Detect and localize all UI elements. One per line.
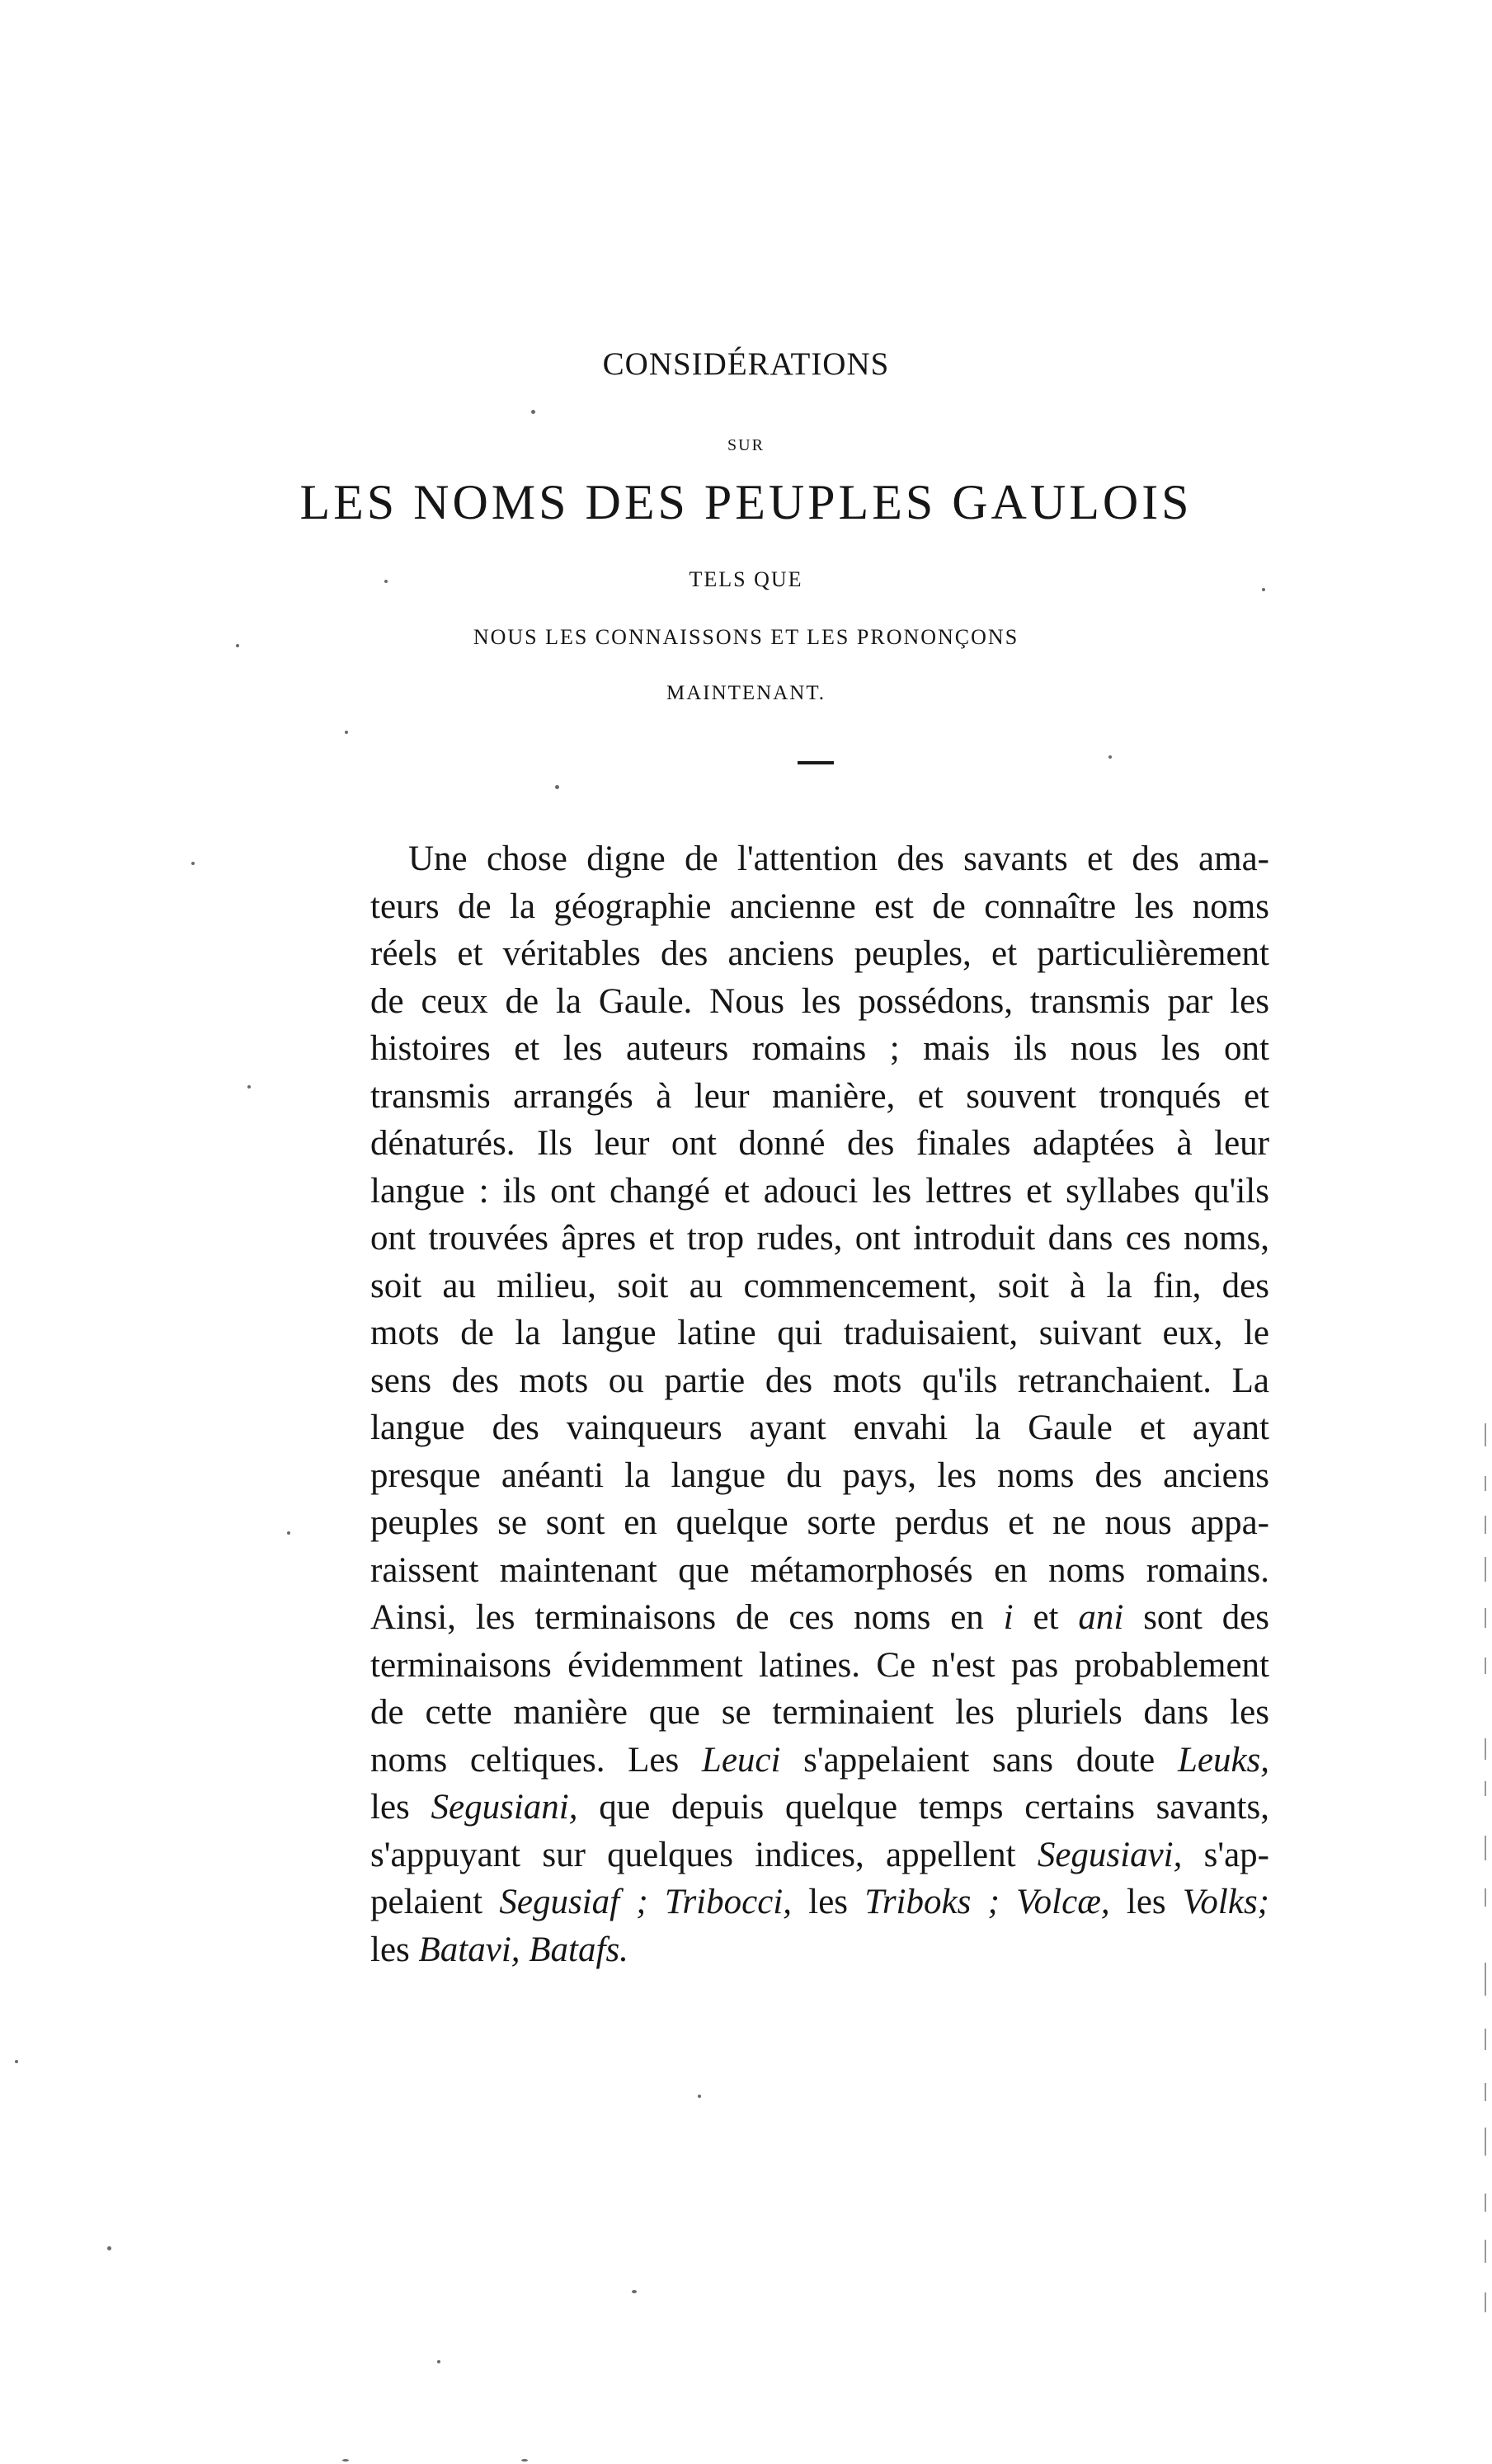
text-line: terminaisons évidemment latines. Ce n'est pas probablement — [370, 1645, 1269, 1685]
scan-speck — [384, 580, 388, 583]
text-line: Une chose digne de l'attention des savants et des ama- — [408, 839, 1269, 878]
scan-edge-mark — [1485, 1836, 1486, 1860]
subtitle-line-3: MAINTENANT. — [666, 682, 826, 704]
text-run: s'ap- — [1203, 1835, 1269, 1874]
section-divider — [798, 761, 834, 764]
text-line: réels et véritables des anciens peuples, et particulièrement — [370, 934, 1269, 973]
scan-speck — [521, 2459, 528, 2462]
scan-speck — [107, 2246, 111, 2250]
scan-edge-mark — [1485, 1557, 1486, 1582]
scan-edge-mark — [1485, 2029, 1486, 2050]
italic-term: ani — [1078, 1598, 1124, 1637]
scan-edge-mark — [1485, 1781, 1486, 1796]
scan-speck — [555, 785, 559, 789]
text-run: et — [1033, 1598, 1059, 1637]
text-line: ont trouvées âpres et trop rudes, ont introduit dans ces noms, — [370, 1219, 1269, 1258]
text-run: s'appelaient sans doute — [803, 1740, 1155, 1780]
italic-term: Leuci — [701, 1740, 781, 1780]
text-line: sens des mots ou partie des mots qu'ils retranchaient. La — [370, 1361, 1269, 1400]
text-line: histoires et les auteurs romains ; mais ils nous les ont — [370, 1029, 1269, 1068]
text-run: les — [1126, 1883, 1166, 1921]
text-line: raissent maintenant que métamorphosés en noms romains. — [370, 1550, 1269, 1590]
scan-speck — [191, 862, 195, 865]
text-line — [370, 1737, 1269, 1785]
text-line: langue des vainqueurs ayant envahi la Gaule et ayant — [370, 1408, 1269, 1447]
scan-edge-mark — [1485, 1888, 1486, 1907]
scan-edge-mark — [1485, 2194, 1486, 2212]
italic-term: Triboks ; — [864, 1883, 1000, 1921]
italic-term: Segusiaf ; — [499, 1883, 648, 1921]
text-run: les — [808, 1883, 849, 1921]
scan-edge-mark — [1485, 2128, 1486, 2156]
scan-speck — [342, 2459, 349, 2462]
scan-edge-mark — [1485, 1738, 1486, 1760]
text-run: Ainsi, les terminaisons de ces noms en — [370, 1598, 984, 1637]
text-line — [370, 1784, 1269, 1832]
scan-speck — [1108, 755, 1112, 759]
text-run: les — [370, 1788, 410, 1827]
scan-edge-mark — [1485, 1608, 1486, 1628]
scan-speck — [632, 2290, 637, 2293]
text-line — [370, 1594, 1269, 1642]
text-line: presque anéanti la langue du pays, les noms des anciens — [370, 1455, 1269, 1495]
text-run: les — [370, 1930, 410, 1969]
scan-speck — [437, 2360, 440, 2363]
text-line: transmis arrangés à leur manière, et souvent tronqués et — [370, 1076, 1269, 1116]
text-line: soit au milieu, soit au commencement, soit à la fin, des — [370, 1266, 1269, 1305]
text-run: pelaient — [370, 1883, 483, 1921]
scan-speck — [1262, 588, 1265, 591]
italic-term: Batavi, — [418, 1930, 520, 1969]
scan-edge-mark — [1485, 1963, 1486, 1996]
text-line: langue : ils ont changé et adouci les lettres et syllabes qu'ils — [370, 1171, 1269, 1211]
text-line: teurs de la géographie ancienne est de connaître les noms — [370, 886, 1269, 926]
scan-speck — [531, 410, 535, 414]
subtitle-line-1: TELS QUE — [689, 567, 803, 591]
italic-term: Volks; — [1182, 1883, 1269, 1921]
scan-speck — [236, 644, 239, 647]
italic-term: i — [1003, 1598, 1014, 1637]
text-run: sont des — [1143, 1598, 1270, 1637]
text-line — [370, 1879, 1269, 1926]
scan-edge-mark — [1485, 1516, 1486, 1534]
italic-term: Volcæ, — [1016, 1883, 1110, 1921]
page-title: LES NOMS DES PEUPLES GAULOIS — [299, 475, 1193, 529]
text-line — [370, 1926, 1269, 1974]
scan-speck — [287, 1531, 290, 1535]
text-line: dénaturés. Ils leur ont donné des finales adaptées à leur — [370, 1124, 1269, 1163]
text-run: que depuis quelque temps certains savants, — [599, 1788, 1269, 1827]
body-paragraph — [370, 835, 1269, 1973]
scan-edge-mark — [1485, 1658, 1486, 1674]
scan-speck — [345, 731, 348, 734]
text-line — [370, 1832, 1269, 1879]
italic-term: Segusiani, — [431, 1788, 578, 1827]
heading-considerations: CONSIDÉRATIONS — [602, 346, 890, 382]
text-run: noms celtiques. Les — [370, 1740, 680, 1780]
italic-term: Tribocci, — [664, 1883, 792, 1921]
text-line: de ceux de la Gaule. Nous les possédons, transmis par les — [370, 981, 1269, 1021]
scan-edge-mark — [1485, 2240, 1486, 2263]
text-line: de cette manière que se terminaient les pluriels dans les — [370, 1693, 1269, 1732]
text-line: peuples se sont en quelque sorte perdus et ne nous appa- — [370, 1503, 1269, 1542]
scan-edge-mark — [1485, 2083, 1486, 2101]
scan-edge-mark — [1485, 2292, 1486, 2312]
text-run: s'appuyant sur quelques indices, appellent — [370, 1835, 1016, 1874]
italic-term: Batafs. — [529, 1930, 628, 1969]
scan-speck — [247, 1085, 251, 1089]
heading-sur: SUR — [727, 436, 765, 454]
scan-edge-mark — [1485, 1423, 1486, 1446]
italic-term: Leuks, — [1177, 1740, 1270, 1780]
subtitle-line-2: NOUS LES CONNAISSONS ET LES PRONONÇONS — [473, 625, 1019, 649]
scan-edge-mark — [1485, 1476, 1486, 1491]
scan-speck — [15, 2060, 18, 2063]
text-line: mots de la langue latine qui traduisaient, suivant eux, le — [370, 1314, 1269, 1352]
scan-speck — [698, 2095, 701, 2098]
italic-term: Segusiavi, — [1037, 1835, 1183, 1874]
